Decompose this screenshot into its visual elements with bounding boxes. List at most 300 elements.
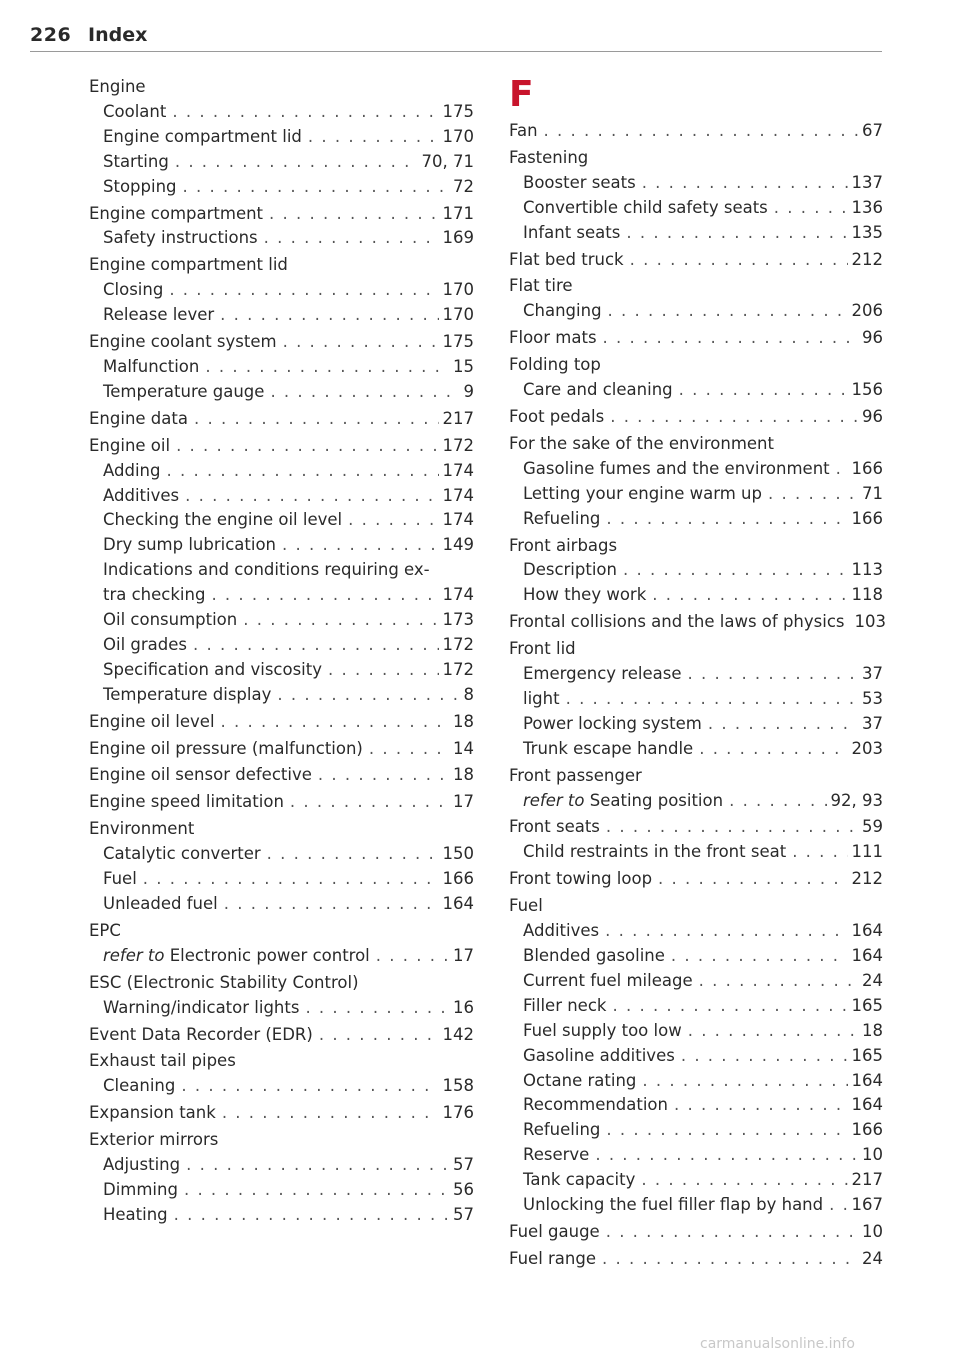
index-term: ESC (Electronic Stability Control) xyxy=(89,972,359,992)
index-entry xyxy=(89,278,474,303)
index-entry xyxy=(509,1143,883,1168)
page-reference: 72 xyxy=(453,176,474,196)
index-term: Unleaded fuel xyxy=(103,894,218,913)
index-term: Fuel range xyxy=(509,1248,597,1268)
dot-leader xyxy=(169,278,438,303)
page-reference: 53 xyxy=(862,688,883,708)
index-entry xyxy=(89,484,474,509)
dot-leader xyxy=(699,737,847,762)
index-entry xyxy=(509,558,883,583)
dot-leader xyxy=(699,969,858,994)
dot-leader xyxy=(603,326,858,351)
index-term: Refueling xyxy=(523,1120,601,1140)
dot-leader xyxy=(608,299,848,324)
dot-leader xyxy=(211,583,438,608)
index-term: Front towing loop xyxy=(509,869,653,889)
dot-leader xyxy=(267,842,439,867)
index-entry xyxy=(89,1153,474,1178)
index-term: Engine data xyxy=(89,408,188,428)
page-reference: 164 xyxy=(851,946,883,965)
index-term: Adding xyxy=(103,460,161,480)
index-entry xyxy=(509,248,883,273)
index-term: Engine oil xyxy=(89,435,171,455)
index-term: light xyxy=(523,688,560,708)
dot-leader xyxy=(194,407,439,432)
index-term: Event Data Recorder (EDR) xyxy=(89,1024,313,1044)
index-entry xyxy=(89,407,474,432)
index-term: Frontal collisions and the laws of physics xyxy=(509,612,845,632)
dot-leader xyxy=(792,840,847,865)
index-entry xyxy=(509,1220,883,1245)
dot-leader xyxy=(318,763,449,788)
dot-leader xyxy=(290,790,449,815)
index-entry xyxy=(89,150,474,175)
page-reference: 165 xyxy=(851,995,883,1015)
page-reference: 217 xyxy=(851,1170,883,1190)
cross-reference-target: Seating position xyxy=(589,790,724,810)
index-entry xyxy=(89,303,474,328)
index-term: EPC xyxy=(89,920,121,940)
page-reference: 212 xyxy=(851,249,883,269)
dot-leader xyxy=(277,683,459,708)
index-entry xyxy=(509,326,883,351)
index-entry xyxy=(89,892,474,917)
index-entry xyxy=(509,583,883,608)
index-entry xyxy=(509,146,883,171)
index-term: Fuel gauge xyxy=(509,1221,600,1241)
dot-leader xyxy=(836,457,848,482)
index-term: Foot pedals xyxy=(509,406,605,426)
page-reference: 217 xyxy=(442,408,474,428)
index-entry xyxy=(89,763,474,788)
index-term: Gasoline fumes and the environment xyxy=(523,458,830,478)
index-term: tra checking xyxy=(103,585,206,605)
dot-leader xyxy=(708,712,858,737)
index-entry xyxy=(509,1193,883,1218)
page-reference: 171 xyxy=(442,203,474,223)
page-reference: 9 xyxy=(463,381,474,401)
index-entry xyxy=(509,867,883,892)
page-reference: 14 xyxy=(453,738,474,758)
index-term: Closing xyxy=(103,280,164,300)
index-term: Fuel xyxy=(103,869,137,889)
index-entry xyxy=(509,1247,883,1272)
page-reference: 173 xyxy=(442,610,474,630)
page-reference: 96 xyxy=(862,406,883,426)
page-reference: 170 xyxy=(442,305,474,325)
page-reference: 67 xyxy=(862,121,883,140)
page-reference: 174 xyxy=(442,510,474,530)
index-entry xyxy=(89,533,474,558)
page-number: 226 xyxy=(30,24,72,46)
page-reference: 150 xyxy=(442,844,474,864)
index-term: Specification and viscosity xyxy=(103,659,322,679)
index-entry xyxy=(89,1049,474,1074)
index-entry xyxy=(509,353,883,378)
index-term: Cleaning xyxy=(103,1076,176,1096)
index-column-left xyxy=(89,75,474,1228)
index-term: Trunk escape handle xyxy=(523,738,694,758)
dot-leader xyxy=(143,867,439,892)
index-entry xyxy=(89,633,474,658)
index-entry xyxy=(89,434,474,459)
index-entry xyxy=(509,944,883,969)
dot-leader xyxy=(220,303,438,328)
page-reference: 18 xyxy=(453,711,474,731)
index-term: Letting your engine warm up xyxy=(523,483,762,503)
index-term: Additives xyxy=(523,921,600,941)
index-term: Front seats xyxy=(509,817,600,837)
page-reference: 175 xyxy=(442,332,474,352)
index-term: Engine compartment lid xyxy=(89,255,288,275)
section-letter: F xyxy=(509,74,534,115)
index-entry xyxy=(509,764,883,789)
dot-leader xyxy=(774,196,848,221)
page-reference: 92, 93 xyxy=(830,790,883,810)
index-term: Starting xyxy=(103,151,169,171)
index-entry xyxy=(509,457,883,482)
index-entry xyxy=(509,171,883,196)
dot-leader xyxy=(308,125,439,150)
index-term: Emergency release xyxy=(523,664,682,684)
dot-leader xyxy=(595,1143,858,1168)
index-entry xyxy=(509,1168,883,1193)
dot-leader xyxy=(222,1101,439,1126)
index-term: Recommendation xyxy=(523,1095,668,1115)
dot-leader xyxy=(270,380,459,405)
index-term: Warning/indicator lights xyxy=(103,997,300,1017)
dot-leader xyxy=(205,355,449,380)
index-term: Changing xyxy=(523,301,602,321)
dot-leader xyxy=(319,1023,439,1048)
index-term: Fan xyxy=(509,121,538,140)
index-entry xyxy=(509,637,883,662)
dot-leader xyxy=(175,150,418,175)
page-reference: 17 xyxy=(453,945,474,965)
page-reference: 8 xyxy=(463,684,474,704)
page-reference: 10 xyxy=(862,1145,883,1165)
index-entry xyxy=(89,380,474,405)
index-term: Floor mats xyxy=(509,328,597,348)
page-reference: 167 xyxy=(851,1195,883,1215)
index-entry xyxy=(509,840,883,865)
index-entry xyxy=(89,1178,474,1203)
dot-leader xyxy=(658,867,847,892)
dot-leader xyxy=(630,248,848,273)
dot-leader xyxy=(369,737,449,762)
index-term: Temperature display xyxy=(103,684,272,704)
dot-leader xyxy=(172,100,438,125)
page-reference: 176 xyxy=(442,1103,474,1123)
dot-leader xyxy=(606,1220,858,1245)
page-reference: 174 xyxy=(442,460,474,480)
index-entry xyxy=(89,175,474,200)
index-entry xyxy=(89,790,474,815)
cross-reference-prefix: refer to xyxy=(523,790,585,810)
cross-reference-prefix: refer to xyxy=(103,945,165,965)
dot-leader xyxy=(305,996,449,1021)
page-reference: 164 xyxy=(851,1070,883,1090)
index-term: Heating xyxy=(103,1204,168,1224)
index-term: Front lid xyxy=(509,639,576,659)
index-entry xyxy=(89,508,474,533)
index-entry xyxy=(89,202,474,227)
dot-leader xyxy=(729,789,826,814)
page-reference: 172 xyxy=(442,634,474,654)
index-entry xyxy=(89,355,474,380)
index-entry xyxy=(509,994,883,1019)
dot-leader xyxy=(602,1247,858,1272)
index-entry xyxy=(89,1101,474,1126)
page-reference: 169 xyxy=(442,228,474,248)
index-entry xyxy=(509,894,883,919)
page-reference: 103 xyxy=(854,612,887,632)
dot-leader xyxy=(642,171,848,196)
index-entry xyxy=(509,919,883,944)
index-entry xyxy=(509,482,883,507)
index-entry xyxy=(509,610,887,635)
dot-leader xyxy=(688,1019,858,1044)
dot-leader xyxy=(193,633,439,658)
dot-leader xyxy=(610,405,858,430)
dot-leader xyxy=(269,202,438,227)
index-term: Reserve xyxy=(523,1145,590,1165)
dot-leader xyxy=(174,1203,449,1228)
index-term: Additives xyxy=(103,485,180,505)
dot-leader xyxy=(768,482,858,507)
index-entry xyxy=(509,274,883,299)
index-entry xyxy=(89,971,474,996)
index-entry xyxy=(509,119,883,144)
index-entry xyxy=(509,687,883,712)
index-entry xyxy=(509,299,883,324)
page-reference: 96 xyxy=(862,328,883,348)
dot-leader xyxy=(283,330,439,355)
index-term: Catalytic converter xyxy=(103,844,261,864)
page-reference: 57 xyxy=(453,1155,474,1175)
dot-leader xyxy=(166,459,438,484)
index-term: Fastening xyxy=(509,147,589,167)
index-term xyxy=(523,789,723,814)
cross-reference-target: Electronic power control xyxy=(169,945,370,965)
index-entry xyxy=(509,378,883,403)
index-term: Booster seats xyxy=(523,172,636,192)
dot-leader xyxy=(606,815,858,840)
index-term: Fuel xyxy=(509,896,543,916)
dot-leader xyxy=(671,944,848,969)
page-reference: 174 xyxy=(442,485,474,505)
index-term: Power locking system xyxy=(523,713,702,733)
page-reference: 172 xyxy=(442,659,474,679)
index-entry xyxy=(89,75,474,100)
page-reference: 10 xyxy=(862,1221,883,1241)
page-header xyxy=(30,22,882,52)
dot-leader xyxy=(328,658,439,683)
index-term: Expansion tank xyxy=(89,1103,216,1123)
page-reference: 15 xyxy=(453,356,474,376)
index-term: Exhaust tail pipes xyxy=(89,1051,236,1071)
index-term: Release lever xyxy=(103,305,215,325)
page-reference: 203 xyxy=(851,738,883,758)
dot-leader xyxy=(642,1069,847,1094)
page-reference: 56 xyxy=(453,1179,474,1199)
index-term: Engine oil level xyxy=(89,711,215,731)
dot-leader xyxy=(224,892,439,917)
index-term: For the sake of the environment xyxy=(509,433,774,453)
index-entry xyxy=(509,432,883,457)
index-term: Engine speed limitation xyxy=(89,792,284,812)
page-reference: 70, 71 xyxy=(421,151,474,171)
index-term: Dimming xyxy=(103,1179,178,1199)
index-term: Child restraints in the front seat xyxy=(523,842,787,862)
index-entry xyxy=(509,737,883,762)
dot-leader xyxy=(566,687,858,712)
page-reference: 170 xyxy=(442,126,474,146)
index-term: Checking the engine oil level xyxy=(103,510,343,530)
index-entry xyxy=(509,1044,883,1069)
dot-leader xyxy=(186,1153,449,1178)
index-entry xyxy=(89,226,474,251)
index-entry xyxy=(89,1074,474,1099)
page-reference: 37 xyxy=(862,664,883,684)
index-term: Unlocking the fuel filler flap by hand xyxy=(523,1195,824,1215)
index-term: Temperature gauge xyxy=(103,381,265,401)
index-entry xyxy=(509,662,883,687)
index-term: Dry sump lubrication xyxy=(103,535,277,555)
index-term: Infant seats xyxy=(523,222,621,242)
index-term: Description xyxy=(523,560,617,580)
index-entry xyxy=(89,737,474,762)
dot-leader xyxy=(626,221,847,246)
header-divider xyxy=(30,51,882,52)
page-title: Index xyxy=(88,24,148,46)
index-term: Exterior mirrors xyxy=(89,1130,219,1150)
index-term: Care and cleaning xyxy=(523,380,673,400)
index-term: Oil grades xyxy=(103,634,187,654)
dot-leader xyxy=(243,608,438,633)
dot-leader xyxy=(376,944,449,969)
index-entry xyxy=(89,100,474,125)
page-reference: 57 xyxy=(453,1204,474,1224)
index-entry xyxy=(509,221,883,246)
page-reference: 172 xyxy=(442,435,474,455)
index-term: Stopping xyxy=(103,176,177,196)
index-entry xyxy=(509,507,883,532)
page-reference: 165 xyxy=(851,1045,883,1065)
page-reference: 59 xyxy=(862,817,883,837)
index-entry xyxy=(89,919,474,944)
index-term: Filler neck xyxy=(523,995,607,1015)
index-term: Malfunction xyxy=(103,356,200,376)
index-term: Tank capacity xyxy=(523,1170,636,1190)
page-reference: 142 xyxy=(442,1024,474,1044)
index-entry xyxy=(89,996,474,1021)
page-reference: 212 xyxy=(851,869,883,889)
index-entry xyxy=(509,1069,883,1094)
dot-leader xyxy=(185,484,438,509)
index-entry xyxy=(89,817,474,842)
page-reference: 136 xyxy=(851,197,883,217)
index-entries-f xyxy=(509,119,887,1272)
index-entry xyxy=(509,196,883,221)
index-entry xyxy=(89,867,474,892)
index-entry xyxy=(89,125,474,150)
dot-leader xyxy=(181,1074,438,1099)
index-term: Oil consumption xyxy=(103,610,238,630)
dot-leader xyxy=(544,119,858,144)
index-column-right xyxy=(509,74,887,1272)
index-entry xyxy=(89,944,474,969)
index-term: How they work xyxy=(523,585,647,605)
index-term: Folding top xyxy=(509,355,601,375)
page-reference: 206 xyxy=(851,301,883,321)
page-reference: 24 xyxy=(862,1248,883,1268)
page-reference: 170 xyxy=(442,280,474,300)
index-entry xyxy=(89,459,474,484)
index-entry xyxy=(509,1118,883,1143)
page-reference: 156 xyxy=(851,380,883,400)
index-term: Blended gasoline xyxy=(523,946,665,965)
index-entry xyxy=(89,583,474,608)
index-term: Octane rating xyxy=(523,1070,637,1090)
page-reference: 111 xyxy=(851,842,883,862)
page-reference: 37 xyxy=(862,713,883,733)
index-term: Indications and conditions requiring ex- xyxy=(103,560,430,580)
index-term: Refueling xyxy=(523,508,601,528)
index-term: Environment xyxy=(89,819,195,839)
page-reference: 175 xyxy=(442,101,474,121)
index-term: Gasoline additives xyxy=(523,1045,675,1065)
page-reference: 71 xyxy=(862,483,883,503)
index-term: Safety instructions xyxy=(103,228,258,248)
page-reference: 16 xyxy=(453,997,474,1017)
page-reference: 24 xyxy=(862,970,883,990)
dot-leader xyxy=(184,1178,449,1203)
index-entry xyxy=(509,712,883,737)
page-reference: 164 xyxy=(442,894,474,913)
page-reference: 137 xyxy=(851,172,883,192)
index-term: Current fuel mileage xyxy=(523,970,693,990)
index-entry xyxy=(89,1203,474,1228)
index-entry xyxy=(89,710,474,735)
index-term xyxy=(103,944,370,969)
index-entry xyxy=(509,815,883,840)
index-entry xyxy=(89,683,474,708)
page-reference: 174 xyxy=(442,585,474,605)
page-reference: 18 xyxy=(862,1020,883,1040)
index-entry xyxy=(89,330,474,355)
dot-leader xyxy=(612,994,847,1019)
page-reference: 166 xyxy=(851,458,883,478)
index-entry xyxy=(89,1128,474,1153)
dot-leader xyxy=(829,1193,847,1218)
dot-leader xyxy=(348,508,438,533)
index-entry xyxy=(509,789,883,814)
index-term: Flat tire xyxy=(509,276,573,296)
dot-leader xyxy=(282,533,438,558)
page-reference: 135 xyxy=(851,222,883,242)
page-reference: 18 xyxy=(453,765,474,785)
index-term: Engine oil sensor defective xyxy=(89,765,312,785)
index-term: Engine compartment xyxy=(89,203,264,223)
page-reference: 164 xyxy=(851,921,883,941)
dot-leader xyxy=(605,919,847,944)
dot-leader xyxy=(176,434,438,459)
dot-leader xyxy=(641,1168,847,1193)
index-term: Convertible child safety seats xyxy=(523,197,768,217)
dot-leader xyxy=(687,662,858,687)
dot-leader xyxy=(264,226,439,251)
